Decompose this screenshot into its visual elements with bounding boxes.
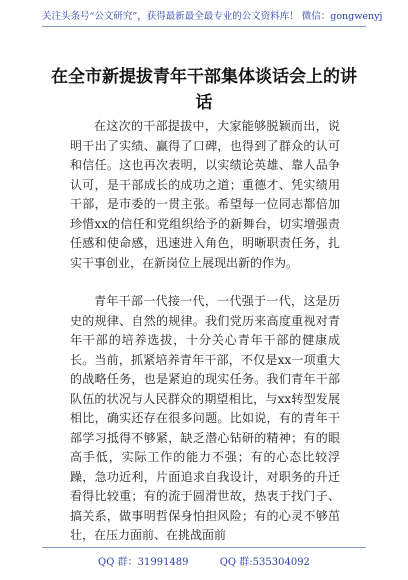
header-banner: 关注头条号“公文研究”，获得最新最全最专业的公文资料库！ 微信：gongwenyj <box>42 8 366 27</box>
body-paragraph: 青年干部一代接一代，一代强于一代，这是历史的规律、自然的规律。我们党历来高度重视对青年干部的培养选拔，十分关心青年干部的健康成长。当前，抓紧培养青年干部，不仅是xx一项重大的战略任务，也是紧迫的现实任务。我们青年干部队伍的状况与人民群众的期望相比，与xx转型发展相比，确实还存在很多问题。比如说，有的青年干部学习抵得不够紧，缺乏潜心钻研的精神；有的眼高手低，实际工作的能力不强；有的心态比较浮躁，急功近利，片面追求自我设计，对职务的升迁看得比较重；有的流于圆滑世故，热衷于找门子、搞关系，做事明哲保身怕担风险；有的心灵不够茁壮，在压力面前、在挑战面前 <box>70 294 340 542</box>
footer-divider <box>42 547 366 548</box>
footer <box>0 553 408 568</box>
footer-qq-group-1: QQ 群：31991489 <box>98 557 189 568</box>
footer-qq-group-2: QQ 群:535304092 <box>219 557 310 568</box>
document-body <box>70 117 340 546</box>
document-title: 在全市新提拔青年干部集体谈话会上的讲话 <box>51 67 357 113</box>
body-paragraph: 在这次的干部提拔中，大家能够脱颖而出，说明干出了实绩、赢得了口碑，也得到了群众的认可和信任。这也再次表明，以实绩论英雄、靠人品争认可，是干部成长的成功之道；重德才、凭实绩用干部，是市委的一贯主张。希望每一位同志都倍加珍惜xx的信任和党组织给予的新舞台，切实增强责任感和使命感，迅速进入角色，明晰职责任务，扎实干事创业，在新岗位上展现出新的作为。 <box>70 119 340 270</box>
